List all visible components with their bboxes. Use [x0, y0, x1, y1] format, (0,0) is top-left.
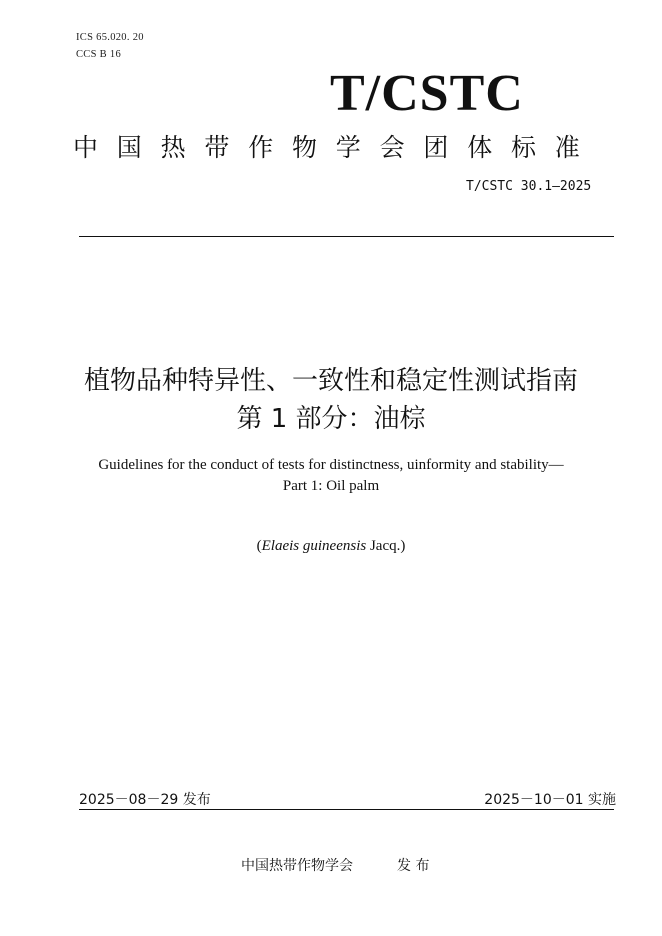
issue-date: 2025－08－29 发布	[79, 792, 211, 808]
latin-name	[0, 538, 662, 555]
publisher-name: 中国热带作物学会	[241, 858, 353, 874]
latin-species: Elaeis guineensis	[261, 538, 367, 554]
organization-name: 中国热带作物学会团体标准	[73, 133, 599, 162]
standard-logo: T/CSTC	[330, 65, 524, 122]
publish-action: 发 布	[397, 858, 430, 874]
header-divider	[79, 236, 614, 237]
implement-date: 2025－10－01 实施	[484, 792, 616, 808]
title-en-line2: Part 1: Oil palm	[282, 478, 380, 494]
standard-number: T/CSTC 30.1—2025	[466, 179, 592, 194]
title-cn-line2: 第 1 部分：油棕	[236, 404, 426, 434]
latin-author: Jacq.)	[366, 538, 406, 554]
title-cn-line1: 植物品种特异性、一致性和稳定性测试指南	[83, 366, 578, 396]
latin-open: (	[256, 538, 262, 554]
ccs-code: CCS B 16	[76, 49, 121, 60]
title-en-line1: Guidelines for the conduct of tests for distinctness, uinformity and stability—	[98, 457, 564, 473]
footer-divider	[79, 809, 614, 810]
ics-code: ICS 65.020. 20	[76, 32, 144, 43]
